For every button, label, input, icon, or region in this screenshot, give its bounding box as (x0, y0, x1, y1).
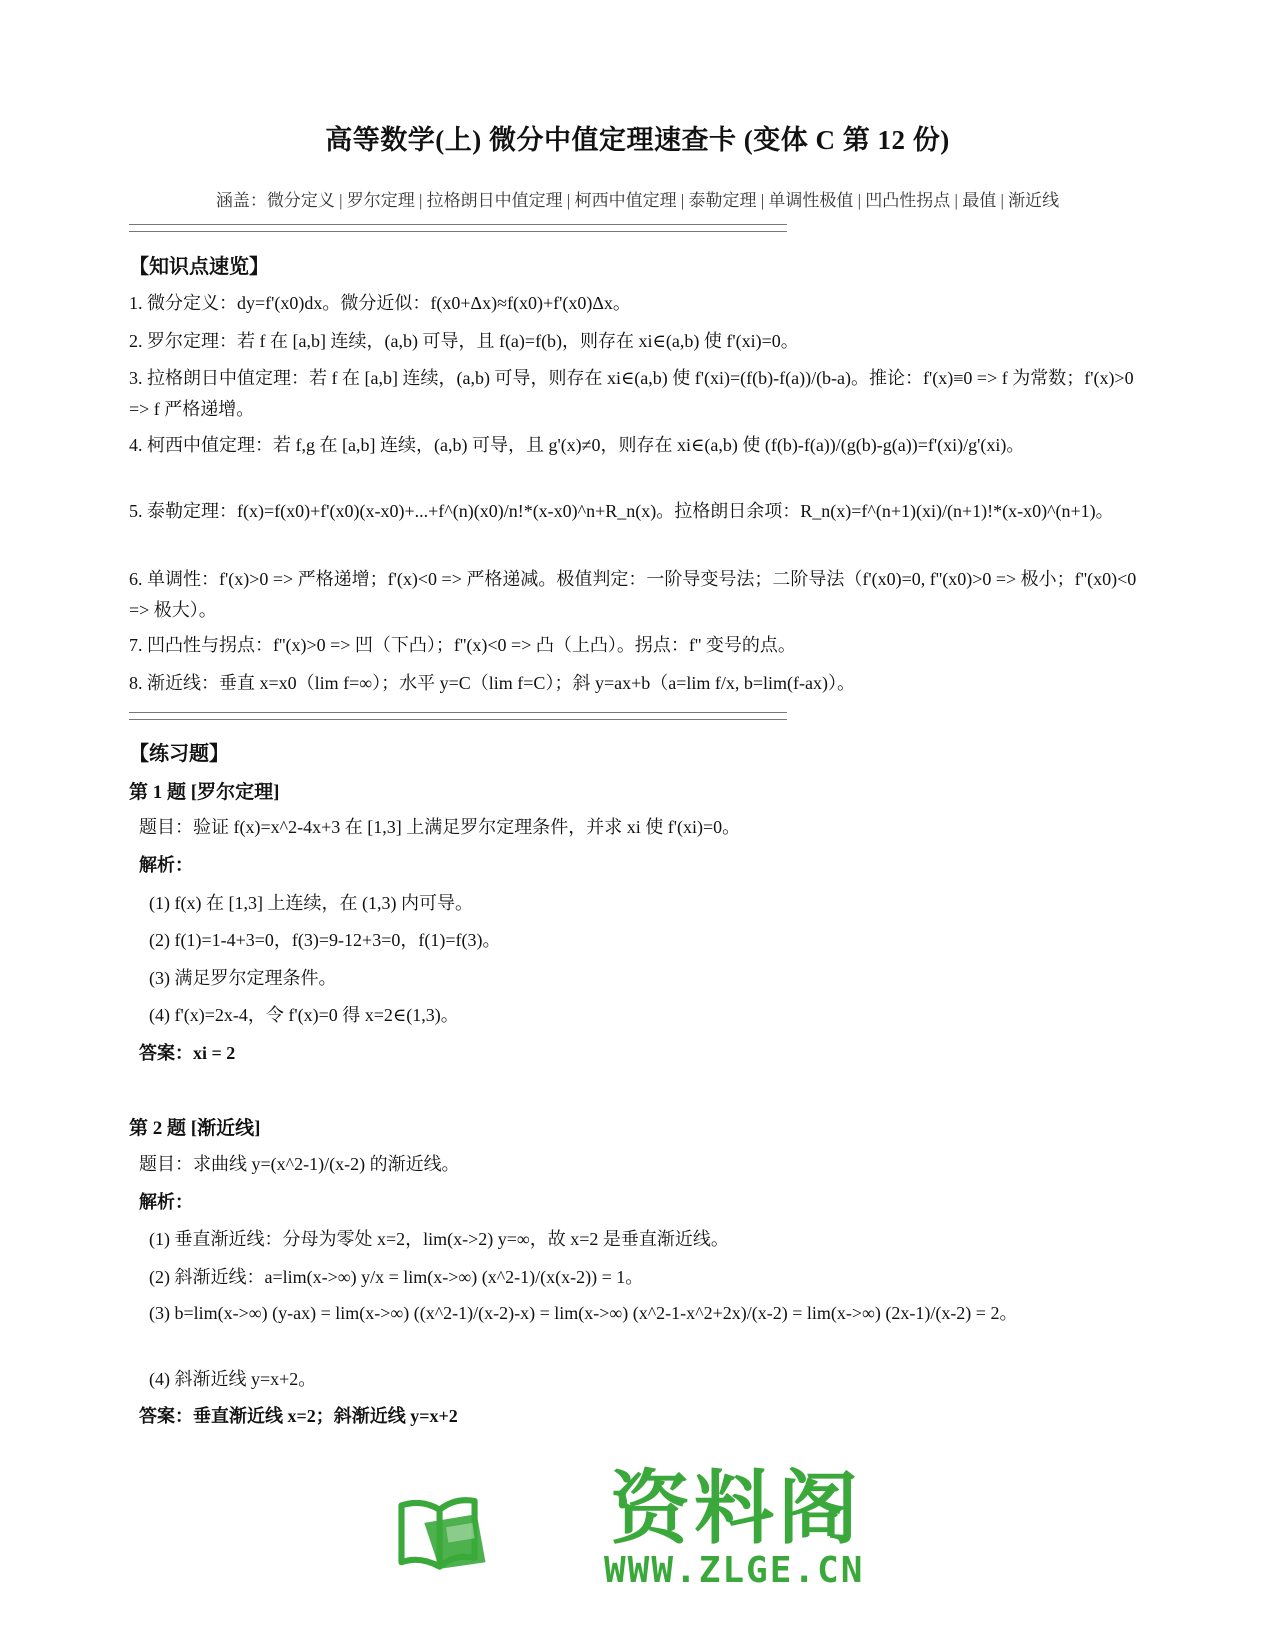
exercises-heading: 【练习题】 (129, 743, 229, 765)
watermark-name: 资料阁 (610, 1462, 862, 1555)
question-2-step-2: (2) 斜渐近线：a=lim(x->∞) y/x = lim(x->∞) (x^2-1)/(x(x-2)) = 1。 (149, 1267, 644, 1287)
knowledge-item-6: 6. 单调性：f'(x)>0 => 严格递增；f'(x)<0 => 严格递减。极值判定：一阶导变号法；二阶导法（f'(x0)=0, f''(x0)>0 => 极小；f''(x0)<0 => 极大）。 (129, 569, 1137, 620)
book-logo-icon (398, 1446, 608, 1626)
knowledge-item-8: 8. 渐近线：垂直 x=x0（lim f=∞）；水平 y=C（lim f=C）；斜 y=ax+b（a=lim f/x, b=lim(f-ax)）。 (129, 673, 855, 693)
watermark-url: WWW.ZLGE.CN (604, 1550, 865, 1591)
knowledge-item-4: 4. 柯西中值定理：若 f,g 在 [a,b] 连续，(a,b) 可导，且 g'(x)≠0，则存在 xi∈(a,b) 使 (f(b)-f(a))/(g(b)-g(a))=f'(xi)/g'(xi)。 (129, 435, 1025, 455)
knowledge-item-2: 2. 罗尔定理：若 f 在 [a,b] 连续，(a,b) 可导，且 f(a)=f(b)，则存在 xi∈(a,b) 使 f'(xi)=0。 (129, 331, 799, 351)
question-1-analysis-label: 解析： (139, 855, 193, 875)
question-1-answer: 答案：xi = 2 (139, 1043, 236, 1063)
knowledge-heading: 【知识点速览】 (129, 256, 269, 278)
divider-middle (129, 712, 787, 720)
knowledge-item-3: 3. 拉格朗日中值定理：若 f 在 [a,b] 连续，(a,b) 可导，则存在 xi∈(a,b) 使 f'(xi)=(f(b)-f(a))/(b-a)。推论：f'(x)≡0 => f 为常数；f'(x)>0 => f 严格递增。 (129, 368, 1134, 419)
page-title: 高等数学(上) 微分中值定理速查卡 (变体 C 第 12 份) (325, 125, 950, 155)
question-2-answer: 答案：垂直渐近线 x=2；斜渐近线 y=x+2 (139, 1406, 458, 1426)
page-subtitle: 涵盖：微分定义 | 罗尔定理 | 拉格朗日中值定理 | 柯西中值定理 | 泰勒定理 | 单调性极值 | 凹凸性拐点 | 最值 | 渐近线 (215, 191, 1060, 210)
knowledge-item-7: 7. 凹凸性与拐点：f''(x)>0 => 凹（下凸）；f''(x)<0 => 凸（上凸）。拐点：f'' 变号的点。 (129, 635, 796, 655)
question-2-analysis-label: 解析： (139, 1192, 193, 1212)
divider-top (129, 224, 787, 232)
knowledge-item-1: 1. 微分定义：dy=f'(x0)dx。微分近似：f(x0+Δx)≈f(x0)+f'(x0)Δx。 (129, 293, 631, 313)
question-2-step-4: (4) 斜渐近线 y=x+2。 (149, 1369, 317, 1389)
question-1-step-3: (3) 满足罗尔定理条件。 (149, 968, 337, 988)
question-1-step-2: (2) f(1)=1-4+3=0，f(3)=9-12+3=0，f(1)=f(3)。 (149, 930, 501, 950)
question-1-step-1: (1) f(x) 在 [1,3] 上连续，在 (1,3) 内可导。 (149, 893, 473, 913)
question-2-text: 题目：求曲线 y=(x^2-1)/(x-2) 的渐近线。 (139, 1154, 460, 1174)
question-1-title: 第 1 题 [罗尔定理] (129, 782, 280, 803)
knowledge-item-5: 5. 泰勒定理：f(x)=f(x0)+f'(x0)(x-x0)+...+f^(n)(x0)/n!*(x-x0)^n+R_n(x)。拉格朗日余项：R_n(x)=f^(n+1)(xi)/(n+1)!*(x-x0)^(n+1)。 (129, 501, 1114, 521)
question-1-text: 题目：验证 f(x)=x^2-4x+3 在 [1,3] 上满足罗尔定理条件，并求 xi 使 f'(xi)=0。 (139, 817, 741, 837)
question-2-step-1: (1) 垂直渐近线：分母为零处 x=2，lim(x->2) y=∞，故 x=2 是垂直渐近线。 (149, 1229, 729, 1249)
question-2-title: 第 2 题 [渐近线] (129, 1118, 261, 1139)
question-1-step-4: (4) f'(x)=2x-4，令 f'(x)=0 得 x=2∈(1,3)。 (149, 1005, 459, 1025)
question-2-step-3: (3) b=lim(x->∞) (y-ax) = lim(x->∞) ((x^2-1)/(x-2)-x) = lim(x->∞) (x^2-1-x^2+2x)/(x-2) = lim(x->∞) (2x-1)/(x-2) = 2。 (149, 1303, 1018, 1323)
